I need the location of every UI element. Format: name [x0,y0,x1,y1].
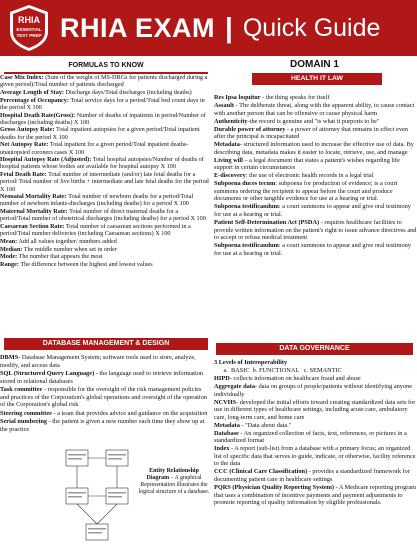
governance-item [214,367,417,375]
health-law-item [214,180,417,203]
health-law-item-term: Metadata [214,141,240,149]
health-law-item [214,94,417,102]
health-law-item-desc: - structured information used to increase the effective use of data. By describing data, metadata makes it easier to locate, retrieve, use, and manage [214,141,416,156]
health-law-item-desc: : subpoena for production of evidence; is a court summons ordering the recipient to appear before the court and produce documents or other tangible evidence for use at a hearing or trial. [214,180,399,203]
formula-item [0,246,209,253]
health-law-item-desc: - The deliberate threat, along with the apparent ability, to cause contact with another person that can be offensive or cause physical harm [214,101,416,117]
health-law-item-term: Assault [214,101,234,109]
governance-item [214,375,417,383]
rhia-badge-logo [8,4,50,52]
health-law-item-term: Subpoena testificandum [214,203,279,211]
health-law-heading: HEALTH IT LAW [252,73,382,85]
database-item [0,354,212,369]
governance-item [214,399,417,422]
health-law-item-term: Authenticity [214,117,248,125]
formula-item-term: Neonatal Mortality Rate: [0,193,67,201]
governance-heading: DATA GOVERNANCE [216,343,413,355]
formula-item-desc: The number that appears the most [17,253,103,261]
erd-caption [138,468,210,496]
governance-item-term: CCC (Clinical Care Classification) [214,468,308,476]
formula-item-desc: Total number of intermediate (and/or) late fetal deaths for a period/ Total number of live births + intermediate and late fetal deaths for the period X 100 [0,171,211,193]
health-law-item-term: Subpoena testificandum [214,242,279,250]
formula-item [0,223,209,237]
health-law-item-term: E-discovery [214,172,246,180]
formula-item-term: Median: [0,245,23,253]
formula-item-term: Net Autopsy Rate: [0,141,49,149]
health-law-item-term: Living will [214,156,243,164]
governance-item [214,383,417,398]
database-item-term: Steering committee [0,409,52,417]
health-law-item-term: Res Ipsa loquitur [214,94,261,101]
governance-item-desc: - developed the initial efforts toward creating standardized data sets for use in different types of healthcare settings, including acute care, ambulatory care, long-term care, and home care [214,398,417,421]
formula-item [0,238,209,245]
formula-item [0,126,209,140]
health-law-item [214,157,417,172]
database-heading: DATABASE MANAGEMENT & DESIGN [4,338,208,350]
formula-item-term: Percentage of Occupancy: [0,96,69,104]
governance-item-term: 3 Levels of Interoperability [214,359,288,366]
formula-item-term: Caesarean Section Rate: [0,223,65,231]
health-law-item [214,242,417,257]
database-item-term: Serial numbering [0,418,48,425]
formula-item-term: Hospital Autopsy Rate (Adjusted): [0,156,92,164]
database-item [0,418,212,433]
governance-item [214,468,417,483]
formula-item-desc: Total service days for a period/Total bed count days in the period X 100 [0,96,207,111]
governance-item-term: NCVHS [214,398,237,406]
governance-item-term: Database [214,429,239,437]
governance-list [212,359,417,507]
health-law-item-desc: -the record is genuine and "is what it purports to be" [247,117,380,125]
formulas-heading: FORMULAS TO KNOW [0,60,212,72]
formula-item [0,253,209,260]
health-law-item-desc: - a power of attorney that remains in effect even after the principal is incapacitated [214,125,410,141]
health-law-list [212,94,417,258]
database-item-desc: - the patient is given a new number each time they show up at the practice [0,418,207,433]
governance-item-term: PQRS (Physician Quality Reporting System) [214,484,334,492]
formula-item [0,171,209,193]
formula-item [0,89,209,96]
logo-line-2: ESSENTIAL [16,27,42,32]
formula-item-desc: Total hospital autopsies/Number of deaths of hospital patients whose bodies are available for hospital autopsy X 100 [0,156,206,171]
database-item-term: SQL (Structured Query Language) [0,370,95,377]
database-item-term: Task committee [0,386,43,393]
database-item-desc: - the language used to retrieve information stored in relational databases [0,370,205,385]
governance-item-desc: - "Data about data." [239,421,292,429]
health-law-item [214,203,417,218]
health-law-item-term: Durable power of attorney [214,125,286,133]
logo-line-3: TEST PREP [16,33,42,38]
formula-item [0,208,209,222]
database-item [0,386,212,409]
governance-item-desc: a. BASIC b. FUNCTIONAL c. SEMANTIC [214,366,342,374]
entity-relationship-diagram [62,446,134,546]
governance-item-term: Metadata [214,421,240,429]
formula-item-term: Mode: [0,253,18,261]
governance-item [214,484,417,507]
governance-item-term: Aggregate data [214,382,255,390]
governance-item [214,445,417,468]
database-list [0,354,212,434]
health-law-item-term: Subpoena duces tecum [214,180,276,188]
health-law-item-term: Patient Self-Determination Act (PSDA) [214,219,320,227]
title-separator: | [225,12,233,43]
database-item [0,410,212,418]
health-law-item [214,219,417,242]
formula-item-term: Average Length of Stay: [0,88,64,96]
health-law-item-desc: : a court summons to appear and give oral testimony for use at a hearing or trial. [214,203,413,219]
formula-item-desc: Total number of direct maternal deaths for a period/Total number of obstetrical discharges (including deaths) for a period X 100 [0,208,206,223]
health-law-item [214,172,417,180]
formula-item-desc: Total number of caesarean sections performed in a period/Total number deliveries (including Caesarean sections) X 100 [0,223,193,238]
health-law-item-desc: - the thing speaks for itself [260,94,330,101]
formula-item [0,74,209,88]
formula-item-desc: Total number of newborn deaths for a period/Total number of newborn infants-discharges (including deaths) for a period X 100 [0,193,195,208]
formula-item-desc: Total inpatient autopsies for a given period/Total inpatient deaths for the period X 100 [0,126,202,141]
formula-item-term: Case Mix Index: [0,74,44,81]
formula-item-desc: The middle number when set in order [22,245,117,253]
header-title-group [60,8,380,48]
formula-item-term: Maternal Mortality Rate: [0,208,68,216]
health-law-item-desc: : a court summons to appear and give oral testimony for use at a hearing or trial. [214,242,413,257]
page-header [0,0,417,56]
health-law-item-desc: - requires healthcare facilities to provide written information on the patient's right to issue advance directives and to accept or refuse medical treatment [214,219,417,242]
formula-item [0,112,209,126]
health-law-item [214,141,417,156]
formula-item-desc: Add all values together/ numbers added [17,237,117,245]
governance-item-desc: - A report (sub-list) from a database with a primary focus; an organized list of specific data that serves to guide, indicate, or otherwise, facility reference to the data [214,445,416,468]
formula-item-desc: Total inpatient for a given period/Total inpatient deaths- unautopsied coroners cases X 100 [0,141,190,156]
formula-item [0,141,209,155]
formula-item [0,261,209,268]
governance-item-desc: - collects information on healthcare fraud and abuse [229,374,361,382]
formula-item-desc: Discharge days/Total discharges (including deaths) [63,88,192,96]
erd-caption-desc: – A graphical Representation illustrates the logical structure of a database. [138,475,210,495]
health-law-item-desc: : the use of electronic health records in a legal trial [245,172,374,180]
formula-item-term: Fetal Death Rate: [0,171,47,179]
health-law-item-desc: – a legal document that states a patient's wishes regarding life support in certain circumstances [214,156,402,172]
formula-item-desc: (Sum of the weight of MS-DRGs for patients discharged during a given period)/Total number of patients discharged [0,74,209,89]
database-item-term: DBMS [0,354,19,361]
governance-item [214,359,417,367]
formula-item-desc: The difference between the highest and lowest values [18,261,153,269]
formula-item-desc: Number of deaths of inpatients in period/Number of discharges (including deaths) X 100 [0,111,208,126]
formula-item-term: Mean: [0,237,18,245]
page-subtitle: Quick Guide [242,13,381,42]
governance-item-term: HIPD [214,374,230,382]
governance-item-desc: - An organized collection of facts, text, references, or pictures in a standardized format [214,429,409,445]
formula-item-term: Gross Autopsy Rate: [0,126,55,134]
left-column [0,56,212,556]
formula-item-term: Range: [0,261,19,269]
erd-caption-title: Entity Relationship Diagram [146,468,199,481]
database-item-desc: - a team that provides advice and guidance on the acquisition [51,409,208,417]
domain-title: DOMAIN 1 [290,59,339,70]
page-title: RHIA EXAM [60,12,216,43]
governance-item [214,422,417,430]
governance-item-desc: - data on groups of people/patients without identifying anyone individually [214,382,414,398]
governance-item-desc: - provides a standardized framework for documenting patient care in healthcare settings [214,468,412,484]
formula-item [0,97,209,111]
governance-item-term: Index [214,445,230,453]
formula-item [0,156,209,170]
health-law-item [214,102,417,117]
right-column [212,56,417,556]
formula-item [0,193,209,207]
logo-line-1: RHIA [18,15,40,25]
database-item [0,370,212,385]
database-item-desc: - responsible for the oversight of the risk management policies and practices of the Corporation's global operations and oversight of the operation of the Corporation's global risk [0,386,209,408]
formulas-list [0,74,212,269]
governance-item [214,430,417,445]
governance-item-desc: - A Medicare reporting program that uses a combination of incentive payments and payment adjustments to promote reporting of quality information by eligible professionals. [214,484,417,507]
formula-item-term: Hospital Death Rate(Gross): [0,111,76,119]
database-item-desc: - Database Management System; software tools used to store, analyze, modify, and access data [0,354,198,369]
health-law-item [214,118,417,126]
health-law-item [214,126,417,141]
